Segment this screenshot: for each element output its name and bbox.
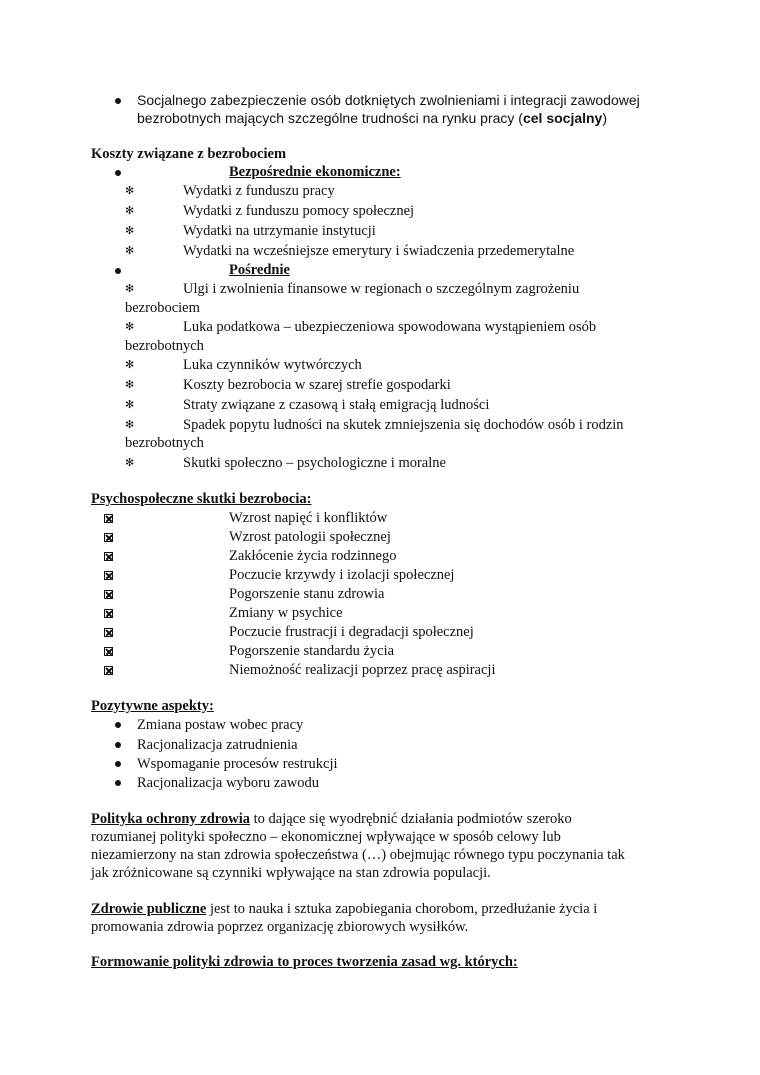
- health-policy-line-2: rozumianej polityki społeczno – ekonomicznej wpływające w sposób celowy lub: [91, 829, 561, 845]
- positive-item: Racjonalizacja wyboru zawodu: [137, 775, 319, 791]
- bullet-icon: [115, 742, 121, 748]
- positive-item: Wspomaganie procesów restrukcji: [137, 756, 338, 772]
- psycho-item: Wzrost patologii społecznej: [229, 529, 391, 545]
- checkbox-x-icon: [104, 609, 113, 618]
- asterisk-icon: ✻: [125, 205, 135, 217]
- indirect-cost-item-cont: bezrobotnych: [125, 338, 204, 354]
- indirect-cost-item: Ulgi i zwolnienia finansowe w regionach o szczególnym zagrożeniu: [183, 281, 580, 297]
- costs-heading: Koszty związane z bezrobociem: [91, 146, 287, 162]
- positive-heading: Pozytywne aspekty:: [91, 698, 214, 714]
- asterisk-icon: ✻: [125, 399, 135, 411]
- psycho-item: Pogorszenie standardu życia: [229, 643, 395, 659]
- public-health-line-1: Zdrowie publiczne jest to nauka i sztuka zapobiegania chorobom, przedłużanie życia i: [91, 901, 598, 917]
- indirect-cost-item: Koszty bezrobocia w szarej strefie gospodarki: [183, 377, 451, 393]
- health-policy-line-1: Polityka ochrony zdrowia to dające się wyodrębnić działania podmiotów szeroko: [91, 811, 572, 827]
- bullet-icon: [115, 268, 121, 274]
- indirect-cost-item: Luka czynników wytwórczych: [183, 357, 362, 373]
- indirect-cost-item: Spadek popytu ludności na skutek zmniejszenia się dochodów osób i rodzin: [183, 417, 624, 433]
- psycho-heading: Psychospołeczne skutki bezrobocia:: [91, 491, 312, 507]
- indirect-cost-item: Straty związane z czasową i stałą emigracją ludności: [183, 397, 490, 413]
- asterisk-icon: ✻: [125, 359, 135, 371]
- direct-cost-item: Wydatki z funduszu pracy: [183, 183, 335, 199]
- bullet-icon: [115, 170, 121, 176]
- checkbox-x-icon: [104, 571, 113, 580]
- checkbox-x-icon: [104, 647, 113, 656]
- positive-item: Zmiana postaw wobec pracy: [137, 717, 304, 733]
- intro-line-1: Socjalnego zabezpieczenie osób dotkniętych zwolnieniami i integracji zawodowej: [137, 92, 640, 108]
- psycho-item: Zmiany w psychice: [229, 605, 343, 621]
- public-health-term: Zdrowie publiczne: [91, 901, 207, 917]
- indirect-cost-item-cont: bezrobociem: [125, 300, 200, 316]
- asterisk-icon: ✻: [125, 185, 135, 197]
- bullet-icon: [115, 98, 121, 104]
- checkbox-x-icon: [104, 533, 113, 542]
- checkbox-x-icon: [104, 514, 113, 523]
- intro-line-2: bezrobotnych mających szczególne trudności na rynku pracy (cel socjalny): [137, 110, 608, 126]
- health-policy-term: Polityka ochrony zdrowia: [91, 811, 250, 827]
- psycho-item: Poczucie krzywdy i izolacji społecznej: [229, 567, 455, 583]
- asterisk-icon: ✻: [125, 379, 135, 391]
- indirect-cost-item-cont: bezrobotnych: [125, 435, 204, 451]
- psycho-item: Wzrost napięć i konfliktów: [229, 510, 388, 526]
- direct-cost-item: Wydatki na utrzymanie instytucji: [183, 223, 376, 239]
- indirect-cost-item: Skutki społeczno – psychologiczne i moralne: [183, 455, 446, 471]
- asterisk-icon: ✻: [125, 245, 135, 257]
- bullet-icon: [115, 761, 121, 767]
- asterisk-icon: ✻: [125, 321, 135, 333]
- checkbox-x-icon: [104, 552, 113, 561]
- intro-bold-term: cel socjalny: [522, 110, 603, 126]
- asterisk-icon: ✻: [125, 419, 135, 431]
- asterisk-icon: ✻: [125, 225, 135, 237]
- bullet-icon: [115, 722, 121, 728]
- health-policy-line-4: jak zróżnicowane są czynniki wpływające na stan zdrowia populacji.: [91, 865, 491, 881]
- bullet-icon: [115, 780, 121, 786]
- indirect-cost-item: Luka podatkowa – ubezpieczeniowa spowodowana wystąpieniem osób: [183, 319, 597, 335]
- direct-cost-item: Wydatki na wcześniejsze emerytury i świadczenia przedemerytalne: [183, 243, 575, 259]
- psycho-item: Poczucie frustracji i degradacji społecznej: [229, 624, 474, 640]
- formation-heading: Formowanie polityki zdrowia to proces tworzenia zasad wg. których:: [91, 954, 518, 970]
- checkbox-x-icon: [104, 590, 113, 599]
- positive-item: Racjonalizacja zatrudnienia: [137, 737, 298, 753]
- direct-cost-item: Wydatki z funduszu pomocy społecznej: [183, 203, 415, 219]
- checkbox-x-icon: [104, 628, 113, 637]
- psycho-item: Pogorszenie stanu zdrowia: [229, 586, 385, 602]
- direct-costs-heading: Bezpośrednie ekonomiczne:: [229, 164, 401, 180]
- psycho-item: Zakłócenie życia rodzinnego: [229, 548, 397, 564]
- asterisk-icon: ✻: [125, 457, 135, 469]
- psycho-item: Niemożność realizacji poprzez pracę aspiracji: [229, 662, 496, 678]
- indirect-costs-heading: Pośrednie: [229, 262, 290, 278]
- health-policy-line-3: niezamierzony na stan zdrowia społeczeństwa (…) obejmując równego typu poczynania tak: [91, 847, 625, 863]
- asterisk-icon: ✻: [125, 283, 135, 295]
- public-health-line-2: promowania zdrowia poprzez organizację zbiorowych wysiłków.: [91, 919, 469, 935]
- checkbox-x-icon: [104, 666, 113, 675]
